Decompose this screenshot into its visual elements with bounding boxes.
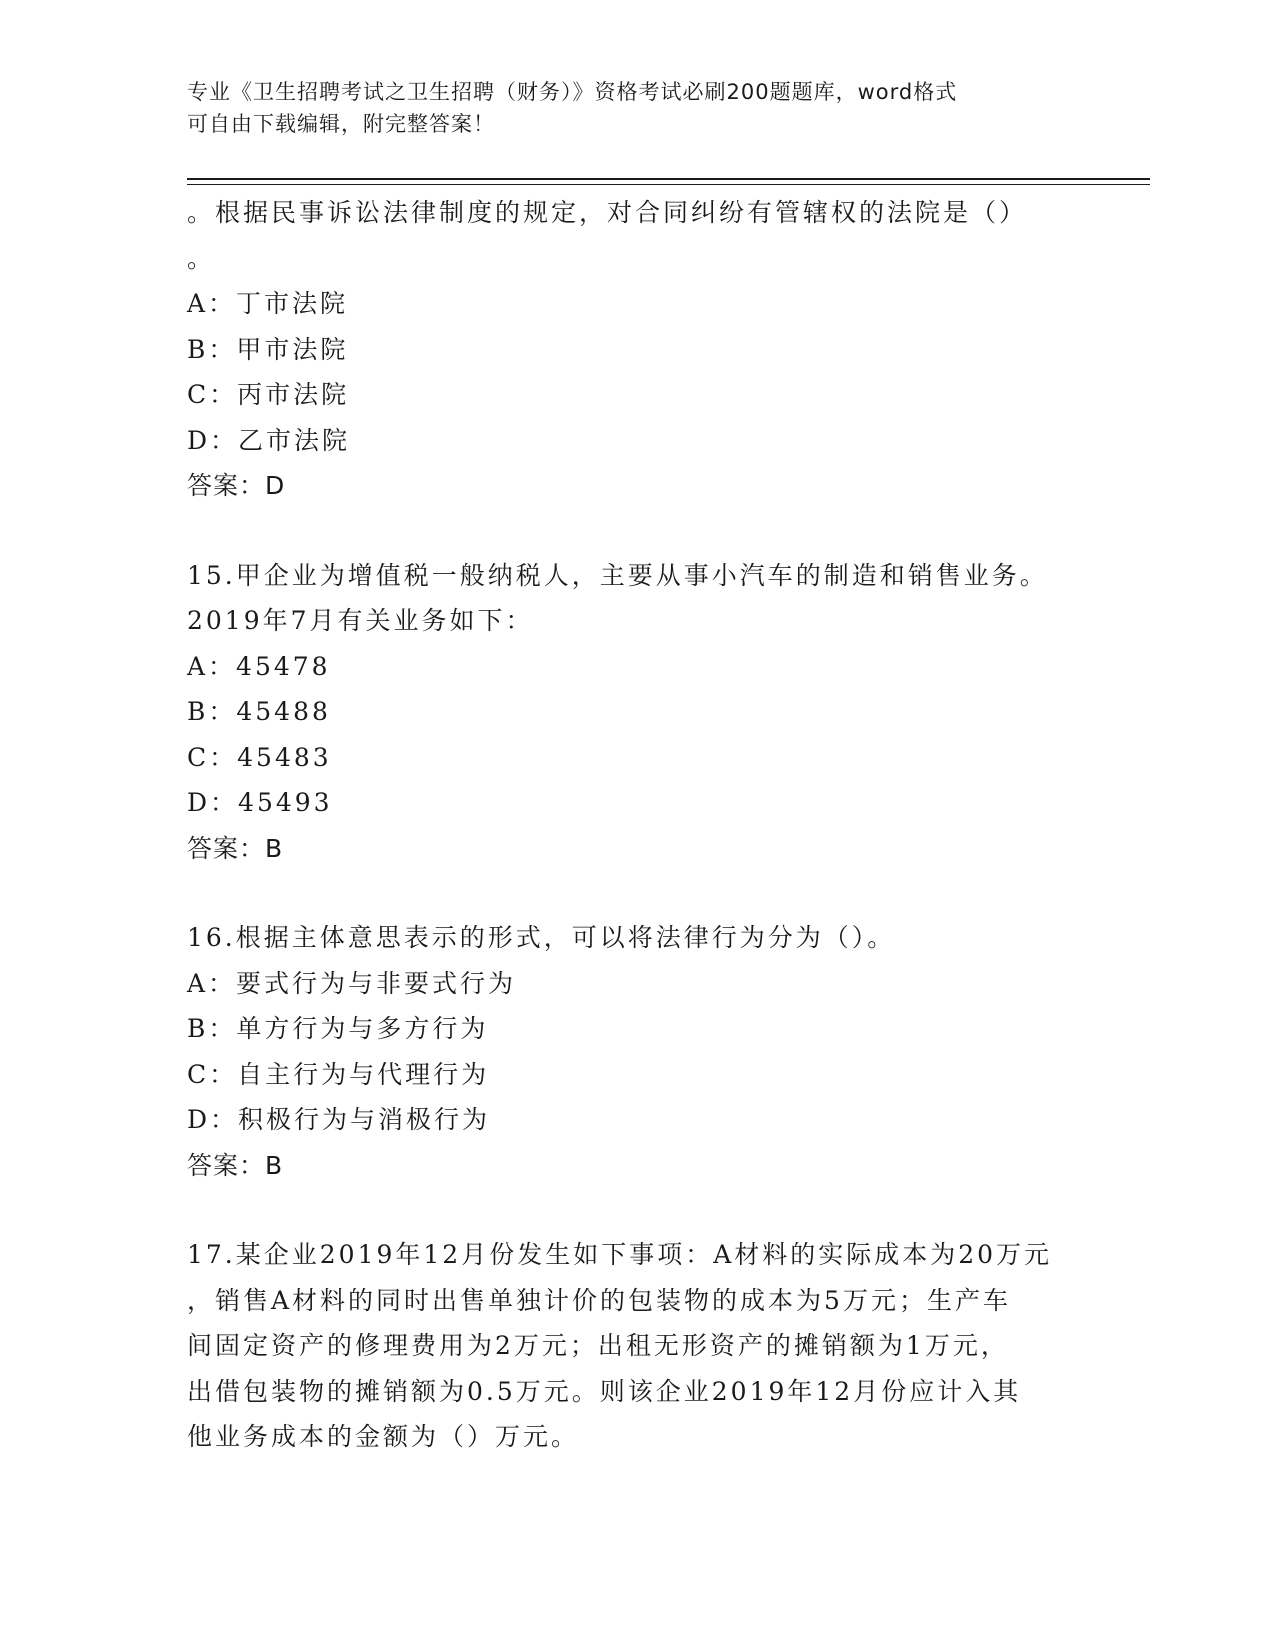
option-d: D：积极行为与消极行为 bbox=[187, 1105, 491, 1134]
document-header bbox=[187, 76, 1067, 140]
spacer bbox=[187, 1188, 1087, 1232]
header-line-1: 专业《卫生招聘考试之卫生招聘（财务）》资格考试必刷200题题库，word格式 bbox=[187, 80, 958, 104]
question-stem: 15.甲企业为增值税一般纳税人，主要从事小汽车的制造和销售业务。 bbox=[187, 560, 1048, 590]
option-b: B：单方行为与多方行为 bbox=[187, 1014, 489, 1043]
question-stem: 。 bbox=[187, 243, 216, 273]
answer-line: 答案：B bbox=[187, 1150, 284, 1180]
option-d: D：乙市法院 bbox=[187, 425, 351, 455]
question-stem: 出借包装物的摊销额为0.5万元。则该企业2019年12月份应计入其 bbox=[187, 1376, 1022, 1406]
header-rule-thick bbox=[187, 178, 1150, 180]
option-c: C：45483 bbox=[187, 742, 332, 772]
option-a: A：丁市法院 bbox=[187, 289, 349, 318]
header-rule-thin bbox=[187, 184, 1150, 185]
spacer bbox=[187, 871, 1087, 915]
question-stem: ，销售A材料的同时出售单独计价的包装物的成本为5万元；生产车 bbox=[187, 1285, 1011, 1315]
option-a: A：45478 bbox=[187, 651, 331, 681]
question-block bbox=[187, 915, 1087, 1188]
header-line-2: 可自由下载编辑，附完整答案！ bbox=[187, 112, 495, 136]
question-block bbox=[187, 553, 1087, 872]
option-a: A：要式行为与非要式行为 bbox=[187, 968, 517, 998]
option-c: C：自主行为与代理行为 bbox=[187, 1059, 490, 1089]
option-d: D：45493 bbox=[187, 788, 333, 817]
option-b: B：甲市法院 bbox=[187, 334, 349, 364]
question-stem: 16.根据主体意思表示的形式，可以将法律行为分为（）。 bbox=[187, 923, 896, 952]
question-block bbox=[187, 190, 1087, 509]
option-b: B：45488 bbox=[187, 697, 331, 726]
question-stem: 2019年7月有关业务如下： bbox=[187, 606, 534, 635]
answer-line: 答案：D bbox=[187, 471, 286, 500]
spacer bbox=[187, 509, 1087, 553]
question-block bbox=[187, 1232, 1087, 1460]
question-stem: 他业务成本的金额为（）万元。 bbox=[187, 1422, 580, 1451]
question-list bbox=[187, 190, 1087, 1460]
option-c: C：丙市法院 bbox=[187, 380, 350, 409]
question-stem: 间固定资产的修理费用为2万元；出租无形资产的摊销额为1万元， bbox=[187, 1331, 1009, 1360]
answer-line: 答案：B bbox=[187, 833, 284, 863]
question-stem: 。根据民事诉讼法律制度的规定，对合同纠纷有管辖权的法院是（） bbox=[187, 198, 1028, 227]
question-stem: 17.某企业2019年12月份发生如下事项：A材料的实际成本为20万元 bbox=[187, 1240, 1053, 1269]
